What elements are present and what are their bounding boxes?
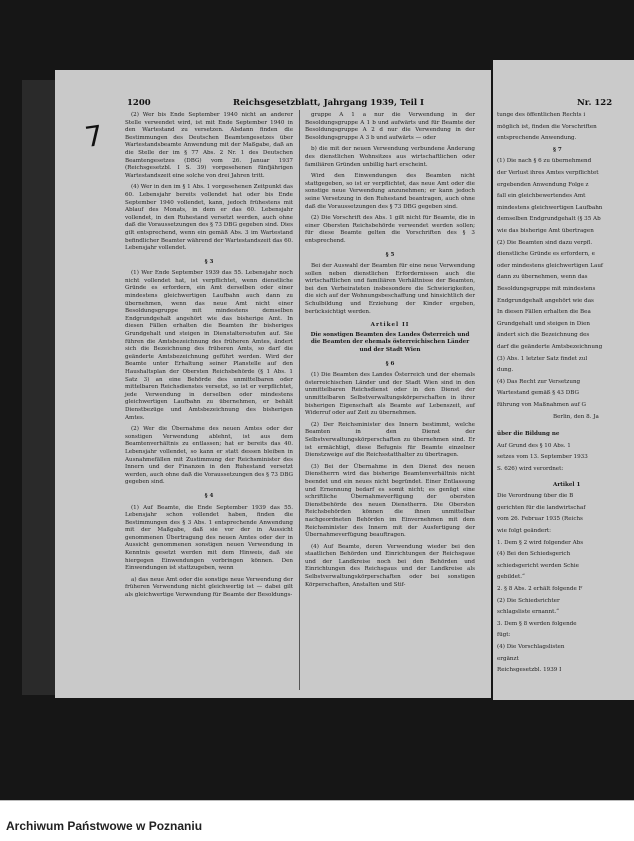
text-line: der Verlust ihres Amtes verpflichtet bbox=[497, 170, 599, 176]
archive-footer bbox=[0, 800, 634, 841]
article-heading: Artikel II bbox=[370, 322, 410, 329]
text-line: oder mindestens gleichwertigen Lauf bbox=[497, 262, 603, 269]
paragraph: (2) Wer bis Ende September 1940 nicht an anderer Stelle verwendet wird, ist mit Ende September 1940 in den Wartestand zu versetzen. Alsdann finden die Bestimmungen des Deutschen Beamtengesetzes über Wartestandsbeamte Anwendung mit der Maßgabe, daß an die Stelle der im § 77 Abs. 2 Nr. 1 des Deutschen Beamtengesetzes (DBG) vom 26. Januar 1937 (Reichsgesetzbl. I S. 39) vorgesehenen fünfjährigen Wartestandszeit eine solche von drei Jahren tritt. bbox=[125, 112, 293, 179]
column-1 bbox=[125, 112, 293, 604]
paragraph: (1) Die Beamten des Landes Österreich und der ehemals österreichischen Länder und der Stadt Wien sind in den unmittelbaren Reichsdienst oder in den Dienst der unmittelbaren Selbstverwaltungskörperschaften in ihrer bisherigen Eigenschaft als Beamte auf Lebenszeit, auf Widerruf oder auf Zeit zu übernehmen. bbox=[305, 372, 475, 417]
text-line: gebildet.“ bbox=[497, 574, 525, 581]
paragraph: (2) Wer die Übernahme des neuen Amtes oder der sonstigen Verwendung ablehnt, ist aus dem Beamtenverhältnis zu entlassen; hat er bereits das 40. Lebensjahr vollendet, so kann er statt dessen bleiben in Ausnahmefällen mit Zustimmung der Reichsminister des Innern und der Finanzen in den Ruhestand versetzt werden, auch ohne daß die Voraussetzungen des § 73 DBG gegeben sind. bbox=[125, 426, 293, 486]
section-heading: § 6 bbox=[385, 360, 395, 367]
text-line: ändert sich die Bezeichnung des bbox=[497, 332, 590, 339]
text-line: ergänzt bbox=[497, 655, 519, 662]
text-line: mindestens gleichwertigen Laufbahn bbox=[497, 204, 603, 211]
page-number: Nr. 122 bbox=[577, 98, 613, 108]
text-line: führung von Maßnahmen auf G bbox=[497, 402, 587, 408]
text-line: (4) Bei den Schiedsgerich bbox=[497, 551, 571, 558]
page-header: Reichsgesetzblatt, Jahrgang 1939, Teil I bbox=[233, 98, 425, 108]
text-line: über die Bildung ne bbox=[497, 431, 560, 438]
text-line: setzes vom 13. September 1933 bbox=[497, 454, 588, 461]
article-title: Die sonstigen Beamten des Landes Österreich und die Beamten der ehemals österreichischen Länder und der Stadt Wien bbox=[310, 331, 470, 354]
text-line: Grundgehalt und steigen in Dien bbox=[497, 320, 590, 327]
archive-label: Archiwum Państwowe w Poznaniu bbox=[6, 819, 203, 833]
text-line: darf die geänderte Amtsbezeichnung bbox=[497, 344, 603, 350]
text-line: Artikel 1 bbox=[553, 481, 581, 488]
column-2 bbox=[305, 112, 475, 593]
paragraph: Wird den Einwendungen des Beamten nicht stattgegeben, so ist er verpflichtet, das neue Amt oder die sonstige neue Verwendung anzunehmen; er kann jedoch seine Versetzung in den Ruhestand beantragen, auch ohne daß die Voraussetzungen des § 73 DBG gegeben sind. bbox=[305, 173, 475, 210]
text-line: möglich ist, finden die Vorschriften bbox=[497, 123, 597, 130]
text-line: Die Verordnung über die B bbox=[497, 493, 574, 500]
text-line: Auf Grund des § 10 Abs. 1 bbox=[497, 442, 571, 449]
paragraph: Bei der Auswahl der Beamten für eine neue Verwendung sollen neben dienstlichen Erfordernissen auch die wirtschaftlichen und familiären Verhältnisse der Beamten, bei den Verheirateten insbesondere die Schwierigkeiten, die sich auf der Wohnungsbeschaffung und hinsichtlich der Schulbildung und Erziehung der Kinder ergeben, berücksichtigt werden. bbox=[305, 263, 475, 315]
text-line: (4) Das Recht zur Versetzung bbox=[497, 378, 581, 385]
text-line: schiedsgericht werden Schie bbox=[497, 562, 579, 569]
paragraph: (1) Wer Ende September 1939 das 55. Lebensjahr noch nicht vollendet hat, ist verpflichtet, wenn dienstliche Gründe es erfordern, ein Amt derselben oder einer mindestens gleichwertigen Laufbahn auch dann zu übernehmen, wenn das neue Amt nicht einer Besoldungsgruppe mit mindestens demselben Endgrundgehalt angehört wie das bisherige Amt. In diesen Fällen erhalten die Beamten ihr bisheriges Grundgehalt und steigen in Dienstaltersstufen auf. Sie führen die Amtsbezeichnung des früheren Amtes, ändert sich die Bezeichnung des früheren Amts, so darf die geänderte Amtsbezeichnung geführt werden. Wird der Beamte unter Erhaltung seiner Planstelle auf den Haushaltsplan der Obersten Reichsbehörde (§ 1 Abs. 1 Satz 3) an eine Behörde des unmittelbaren oder mittelbaren Reichsdienstes versetzt, so ist er verpflichtet, jede Verwendung in derselben oder mindestens gleichwertigen Laufbahn zu übernehmen, er behält Dienstbezüge und Amtsbezeichnung des bisherigen Amtes. bbox=[125, 270, 293, 421]
left-page bbox=[55, 70, 491, 698]
paragraph: (4) Wer in den im § 1 Abs. 1 vorgesehenen Zeitpunkt das 60. Lebensjahr bereits vollendet hat oder bis Ende September 1940 vollendet, kann, jedoch frühestens mit Ablauf des Monats, in dem er das 60. Lebensjahr vollendet, in den Ruhestand versetzt werden, auch ohne daß die Voraussetzungen des § 73 DBG gegeben sind. Dies gilt entsprechend, wenn ein gemäß Abs. 3 im Wartestand befindlicher Beamter während der Wartestandszeit das 60. Lebensjahr vollendet. bbox=[125, 184, 293, 252]
section-heading: § 5 bbox=[385, 251, 395, 258]
paragraph: (4) Auf Beamte, deren Verwendung wieder bei den staatlichen Behörden und Einrichtungen der Reichsgaue und der Landkreise noch bei den Behörden und Einrichtungen des Reichsgaus und der Landkreise als Selbstverwaltungskörperschaften oder bei sonstigen Körperschaften, Anstalten und Stif- bbox=[305, 543, 475, 588]
text-line: (1) Die nach § 6 zu übernehmend bbox=[497, 158, 592, 165]
text-line: dung. bbox=[497, 367, 514, 374]
text-line: fügt: bbox=[497, 632, 511, 639]
paragraph: (2) Die Vorschrift des Abs. 1 gilt nicht für Beamte, die in einer Obersten Reichsbehörde verwendet werden sollen; für diese Beamte gelten die Vorschriften des § 3 entsprechend. bbox=[305, 215, 475, 244]
column-divider bbox=[299, 110, 300, 690]
text-line: Wartestand gemäß § 43 DBG bbox=[497, 390, 579, 397]
section-heading: § 3 bbox=[204, 258, 214, 265]
paragraph: (1) Auf Beamte, die Ende September 1939 das 55. Lebensjahr schon vollendet haben, finden die Bestimmungen des § 3 Abs. 1 entsprechende Anwendung mit der Maßgabe, daß sie vor der in Aussicht genommenen Übertragung des neuen Amtes oder der in Aussicht genommenen sonstigen neuen Verwendung in Kenntnis gesetzt werden mit dem Hinweis, daß sie hiergegen Einwendungen vorbringen können. Den Einwendungen ist stattzugeben, wenn bbox=[125, 504, 293, 572]
text-line: In diesen Fällen erhalten die Bea bbox=[497, 309, 591, 316]
handwritten-mark: 7 bbox=[82, 118, 106, 155]
text-line: tunge des öffentlichen Rechts i bbox=[497, 112, 586, 118]
text-line: 3. Dem § 8 werden folgende bbox=[497, 620, 577, 627]
text-line: fall ein gleichbewertendes Amt bbox=[497, 193, 586, 200]
paragraph: (3) Bei der Übernahme in den Dienst des neuen Dienstherrn wird das bisherige Beamtenverhältnis nicht beendet und ein neues nicht begründet. Einer Entlassung und Ernennung bedarf es somit nicht; es genügt eine schriftliche Übernahmeverfügung der obersten Dienstbehörde des neuen Dienstherrn. Die Obersten Reichsbehörden können die ihnen unmittelbar nachgeordneten Behörden im Einvernehmen mit dem Reichsminister des Innern mit der Ausfertigung der Übernahmeverfügung beauftragen. bbox=[305, 463, 475, 539]
text-line: wie folgt geändert: bbox=[497, 528, 552, 534]
text-line: Endgrundgehalt angehört wie das bbox=[497, 297, 594, 304]
text-line: Besoldungsgruppe mit mindestens bbox=[497, 286, 596, 292]
text-line: 1. Dem § 2 wird folgender Abs bbox=[497, 539, 584, 546]
text-line: ergebenden Anwendung Folge z bbox=[497, 181, 589, 188]
text-line: (2) Die Beamten sind dazu verpfl. bbox=[497, 239, 593, 246]
paragraph: (2) Der Reichsminister des Innern bestimmt, welche Beamten in den Dienst der Selbstverwaltungskörperschaften zu übernehmen sind. Er ist ermächtigt, diese Befugnis für Beamte einzelner Dienstzweige auf die Reichsstatthalter zu übertragen. bbox=[305, 421, 475, 459]
paragraph: gruppe A 1 a nur die Verwendung in der Besoldungsgruppe A 1 b und aufwärts und für Beamte der Besoldungsgruppe A 2 d nur die Verwendung in der Besoldungsgruppe A 3 b und aufwärts — oder bbox=[305, 112, 475, 141]
text-line: wie das bisherige Amt übertragen bbox=[497, 228, 594, 234]
text-line: schlagsliste ernannt.“ bbox=[497, 609, 559, 616]
paragraph: b) die mit der neuen Verwendung verbundene Änderung des dienstlichen Wohnsitzes aus wirtschaftlichen oder familiären Gründen unbillig hart erscheint. bbox=[305, 146, 475, 168]
text-line: § 7 bbox=[553, 146, 562, 153]
text-line: (3) Abs. 1 letzter Satz findet zul bbox=[497, 355, 588, 362]
text-line: 2. § 8 Abs. 2 erhält folgende F bbox=[497, 586, 583, 592]
text-line: Berlin, den 8. Ja bbox=[553, 413, 599, 420]
page-number: 1200 bbox=[127, 98, 151, 108]
text-line: dann zu übernehmen, wenn das bbox=[497, 274, 588, 281]
section-heading: § 4 bbox=[204, 492, 214, 499]
text-line: demselben Endgrundgehalt (§ 35 Ab bbox=[497, 216, 601, 223]
text-line: (2) Die Schiedsrichter bbox=[497, 597, 560, 604]
previous-page-edge bbox=[22, 80, 58, 695]
text-line: gerichten für die landwirtschaf bbox=[497, 504, 586, 511]
paragraph: a) das neue Amt oder die sonstige neue Verwendung der früheren Verwendung nicht gleichwertig ist — dabei gilt als gleichwertige Verwendung für Beamte der Besoldungs- bbox=[125, 576, 293, 599]
right-page bbox=[493, 60, 634, 700]
text-line: dienstliche Gründe es erfordern, e bbox=[497, 251, 595, 258]
text-line: entsprechende Anwendung. bbox=[497, 135, 577, 142]
text-line: S. 626) wird verordnet: bbox=[497, 466, 564, 472]
text-line: Reichsgesetzbl. 1939 I bbox=[497, 667, 562, 674]
text-line: (4) Die Vorschlagslisten bbox=[497, 644, 565, 650]
text-line: vom 26. Februar 1935 (Reichs bbox=[497, 516, 583, 523]
